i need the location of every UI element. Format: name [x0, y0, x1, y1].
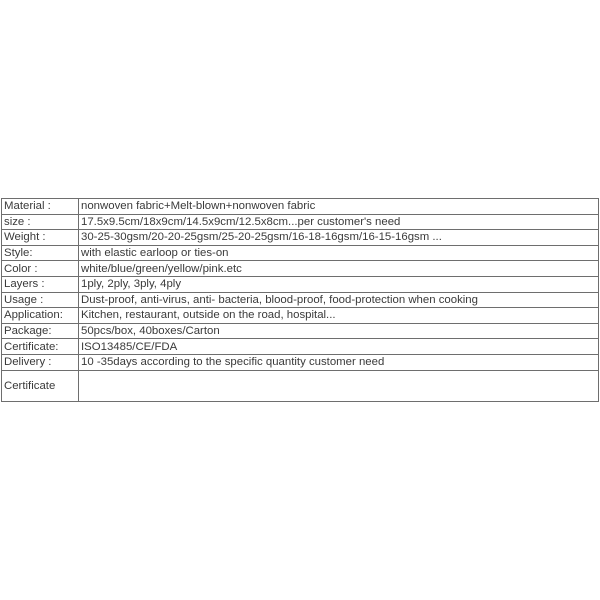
- row-label: Application:: [2, 308, 79, 324]
- row-label: Color :: [2, 261, 79, 277]
- row-value: [79, 370, 599, 401]
- row-value: 50pcs/box, 40boxes/Carton: [79, 323, 599, 339]
- row-value: white/blue/green/yellow/pink.etc: [79, 261, 599, 277]
- spec-table: [1, 198, 599, 402]
- row-value: 30-25-30gsm/20-20-25gsm/25-20-25gsm/16-18-16gsm/16-15-16gsm ...: [79, 230, 599, 246]
- row-label: Certificate:: [2, 339, 79, 355]
- table-row: [2, 214, 599, 230]
- row-value: 1ply, 2ply, 3ply, 4ply: [79, 276, 599, 292]
- row-value: Kitchen, restaurant, outside on the road, hospital...: [79, 308, 599, 324]
- row-label: Delivery :: [2, 354, 79, 370]
- table-row: [2, 276, 599, 292]
- row-label: Weight :: [2, 230, 79, 246]
- table-row: [2, 323, 599, 339]
- row-value: with elastic earloop or ties-on: [79, 245, 599, 261]
- row-value: 10 -35days according to the specific quantity customer need: [79, 354, 599, 370]
- row-label: Certificate: [2, 370, 79, 401]
- row-value: ISO13485/CE/FDA: [79, 339, 599, 355]
- table-row: [2, 339, 599, 355]
- table-row: [2, 245, 599, 261]
- table-row: [2, 370, 599, 401]
- row-label: Material :: [2, 199, 79, 215]
- row-label: size :: [2, 214, 79, 230]
- table-row: [2, 292, 599, 308]
- row-label: Layers :: [2, 276, 79, 292]
- table-row: [2, 261, 599, 277]
- table-row: [2, 230, 599, 246]
- row-label: Style:: [2, 245, 79, 261]
- row-value: 17.5x9.5cm/18x9cm/14.5x9cm/12.5x8cm...per customer's need: [79, 214, 599, 230]
- table-row: [2, 308, 599, 324]
- row-label: Usage :: [2, 292, 79, 308]
- row-value: Dust-proof, anti-virus, anti- bacteria, blood-proof, food-protection when cooking: [79, 292, 599, 308]
- row-label: Package:: [2, 323, 79, 339]
- table-row: [2, 354, 599, 370]
- table-row: [2, 199, 599, 215]
- row-value: nonwoven fabric+Melt-blown+nonwoven fabric: [79, 199, 599, 215]
